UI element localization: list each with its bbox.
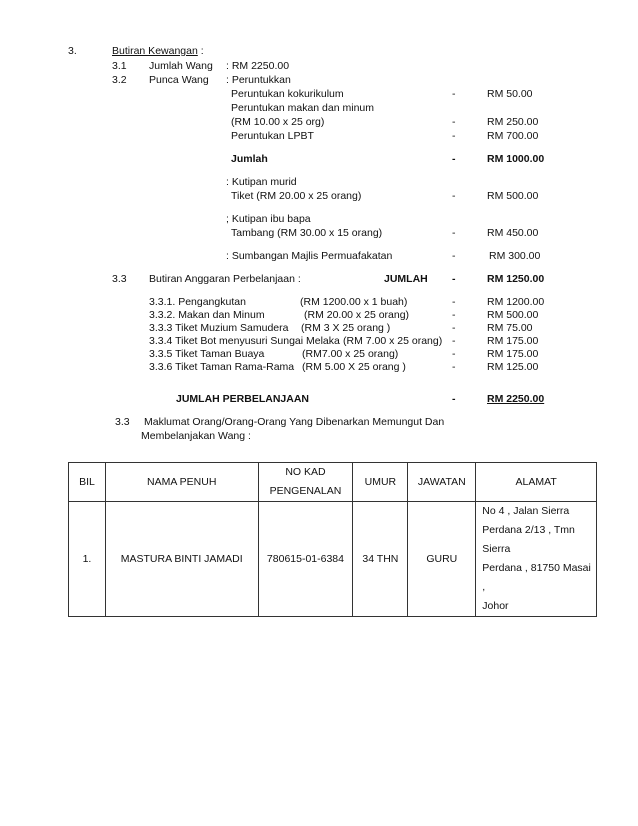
jumlah-perbelanjaan-label: JUMLAH PERBELANJAAN xyxy=(176,393,310,405)
section-number: 3. xyxy=(68,45,77,57)
pemungut-table xyxy=(68,462,597,617)
punca-wang-num: 3.2 xyxy=(112,74,127,86)
anggaran-item-name: 3.3.4 Tiket Bot menyusuri Sungai Melaka xyxy=(149,335,340,347)
makan-amount: RM 250.00 xyxy=(487,116,539,128)
maklumat-line-1: Maklumat Orang/Orang-Orang Yang Dibenarkan Memungut Dan xyxy=(144,416,445,428)
anggaran-item-dash: - xyxy=(452,361,456,373)
kokurikulum-dash: - xyxy=(452,88,456,100)
anggaran-item-name: 3.3.2. Makan dan Minum xyxy=(149,309,265,321)
anggaran-item-calc: (RM 1200.00 x 1 buah) xyxy=(300,296,408,308)
anggaran-item-name: 3.3.6 Tiket Taman Rama-Rama xyxy=(149,361,295,373)
sumbangan-amount: RM 300.00 xyxy=(489,250,541,262)
anggaran-item-dash: - xyxy=(452,348,456,360)
jumlah-total-amount: RM 1250.00 xyxy=(487,273,545,285)
sumbangan-dash: - xyxy=(452,250,456,262)
kutipan-murid-label: : Kutipan murid xyxy=(226,176,297,188)
anggaran-item-dash: - xyxy=(452,309,456,321)
alamat-line-4: Johor xyxy=(482,600,509,612)
anggaran-item-amount: RM 500.00 xyxy=(487,309,539,321)
ibu-amount: RM 450.00 xyxy=(487,227,539,239)
anggaran-item-dash: - xyxy=(452,296,456,308)
jumlah-wang-num: 3.1 xyxy=(112,60,127,72)
anggaran-title: Butiran Anggaran Perbelanjaan : xyxy=(149,273,301,285)
jumlah-perbelanjaan-amount: RM 2250.00 xyxy=(487,393,545,405)
section-title-wrap xyxy=(112,45,204,58)
makan-label-1: Peruntukan makan dan minum xyxy=(231,102,374,114)
anggaran-item-amount: RM 75.00 xyxy=(487,322,533,334)
header-jawatan: JAWATAN xyxy=(408,463,476,502)
anggaran-item-amount: RM 175.00 xyxy=(487,348,539,360)
kokurikulum-label: Peruntukan kokurikulum xyxy=(231,88,344,100)
peruntukkan-label: : Peruntukkan xyxy=(226,74,291,86)
cell-kad: 780615-01-6384 xyxy=(258,502,353,617)
alamat-line-2: Perdana 2/13 , Tmn Sierra xyxy=(482,524,575,555)
section-title: Butiran Kewangan xyxy=(112,45,198,57)
jumlah-label: Jumlah xyxy=(231,153,268,165)
anggaran-item-dash: - xyxy=(452,335,456,347)
jumlah-wang-label: Jumlah Wang xyxy=(149,60,213,72)
anggaran-item-name: 3.3.1. Pengangkutan xyxy=(149,296,246,308)
maklumat-num: 3.3 xyxy=(115,416,130,428)
murid-amount: RM 500.00 xyxy=(487,190,539,202)
section-title-suffix: : xyxy=(197,45,204,57)
header-alamat: ALAMAT xyxy=(476,463,597,502)
anggaran-item-amount: RM 175.00 xyxy=(487,335,539,347)
makan-dash: - xyxy=(452,116,456,128)
header-nama: NAMA PENUH xyxy=(105,463,258,502)
maklumat-line-2: Membelanjakan Wang : xyxy=(141,430,251,442)
lpbt-dash: - xyxy=(452,130,456,142)
sumbangan-label: : Sumbangan Majlis Permuafakatan xyxy=(226,250,393,262)
anggaran-item-calc: (RM 7.00 x 25 orang) xyxy=(343,335,443,347)
anggaran-num: 3.3 xyxy=(112,273,127,285)
anggaran-item-dash: - xyxy=(452,322,456,334)
lpbt-amount: RM 700.00 xyxy=(487,130,539,142)
table-header-row xyxy=(69,463,597,502)
jumlah-amount: RM 1000.00 xyxy=(487,153,545,165)
jumlah-perbelanjaan-dash: - xyxy=(452,393,456,405)
alamat-line-1: No 4 , Jalan Sierra xyxy=(482,505,570,517)
jumlah-total-dash: - xyxy=(452,273,456,285)
anggaran-item-amount: RM 125.00 xyxy=(487,361,539,373)
header-bil: BIL xyxy=(69,463,106,502)
anggaran-item-name: 3.3.3 Tiket Muzium Samudera xyxy=(149,322,289,334)
header-umur: UMUR xyxy=(353,463,408,502)
cell-bil: 1. xyxy=(69,502,106,617)
jumlah-wang-value: : RM 2250.00 xyxy=(226,60,290,72)
header-kad xyxy=(258,463,353,502)
punca-wang-label: Punca Wang xyxy=(149,74,209,86)
anggaran-item-calc: (RM 20.00 x 25 orang) xyxy=(304,309,410,321)
jumlah-total-label: JUMLAH xyxy=(384,273,428,285)
header-kad-line-1: NO KAD xyxy=(285,466,326,478)
anggaran-item-amount: RM 1200.00 xyxy=(487,296,545,308)
cell-jawatan: GURU xyxy=(408,502,476,617)
makan-label-2: (RM 10.00 x 25 org) xyxy=(231,116,325,128)
jumlah-dash: - xyxy=(452,153,456,165)
anggaran-item-calc: (RM7.00 x 25 orang) xyxy=(302,348,399,360)
cell-alamat xyxy=(476,502,597,617)
table-row xyxy=(69,502,597,617)
header-kad-line-2: PENGENALAN xyxy=(269,485,342,497)
ibu-dash: - xyxy=(452,227,456,239)
kutipan-ibu-label: ; Kutipan ibu bapa xyxy=(226,213,311,225)
alamat-line-3: Perdana , 81750 Masai , xyxy=(482,562,591,593)
anggaran-item-calc: (RM 3 X 25 orang ) xyxy=(301,322,391,334)
murid-dash: - xyxy=(452,190,456,202)
anggaran-item-name: 3.3.5 Tiket Taman Buaya xyxy=(149,348,265,360)
kutipan-murid-detail: Tiket (RM 20.00 x 25 orang) xyxy=(231,190,362,202)
lpbt-label: Peruntukan LPBT xyxy=(231,130,314,142)
kutipan-ibu-detail: Tambang (RM 30.00 x 15 orang) xyxy=(231,227,383,239)
cell-nama: MASTURA BINTI JAMADI xyxy=(105,502,258,617)
cell-umur: 34 THN xyxy=(353,502,408,617)
kokurikulum-amount: RM 50.00 xyxy=(487,88,533,100)
anggaran-item-calc: (RM 5.00 X 25 orang ) xyxy=(302,361,406,373)
